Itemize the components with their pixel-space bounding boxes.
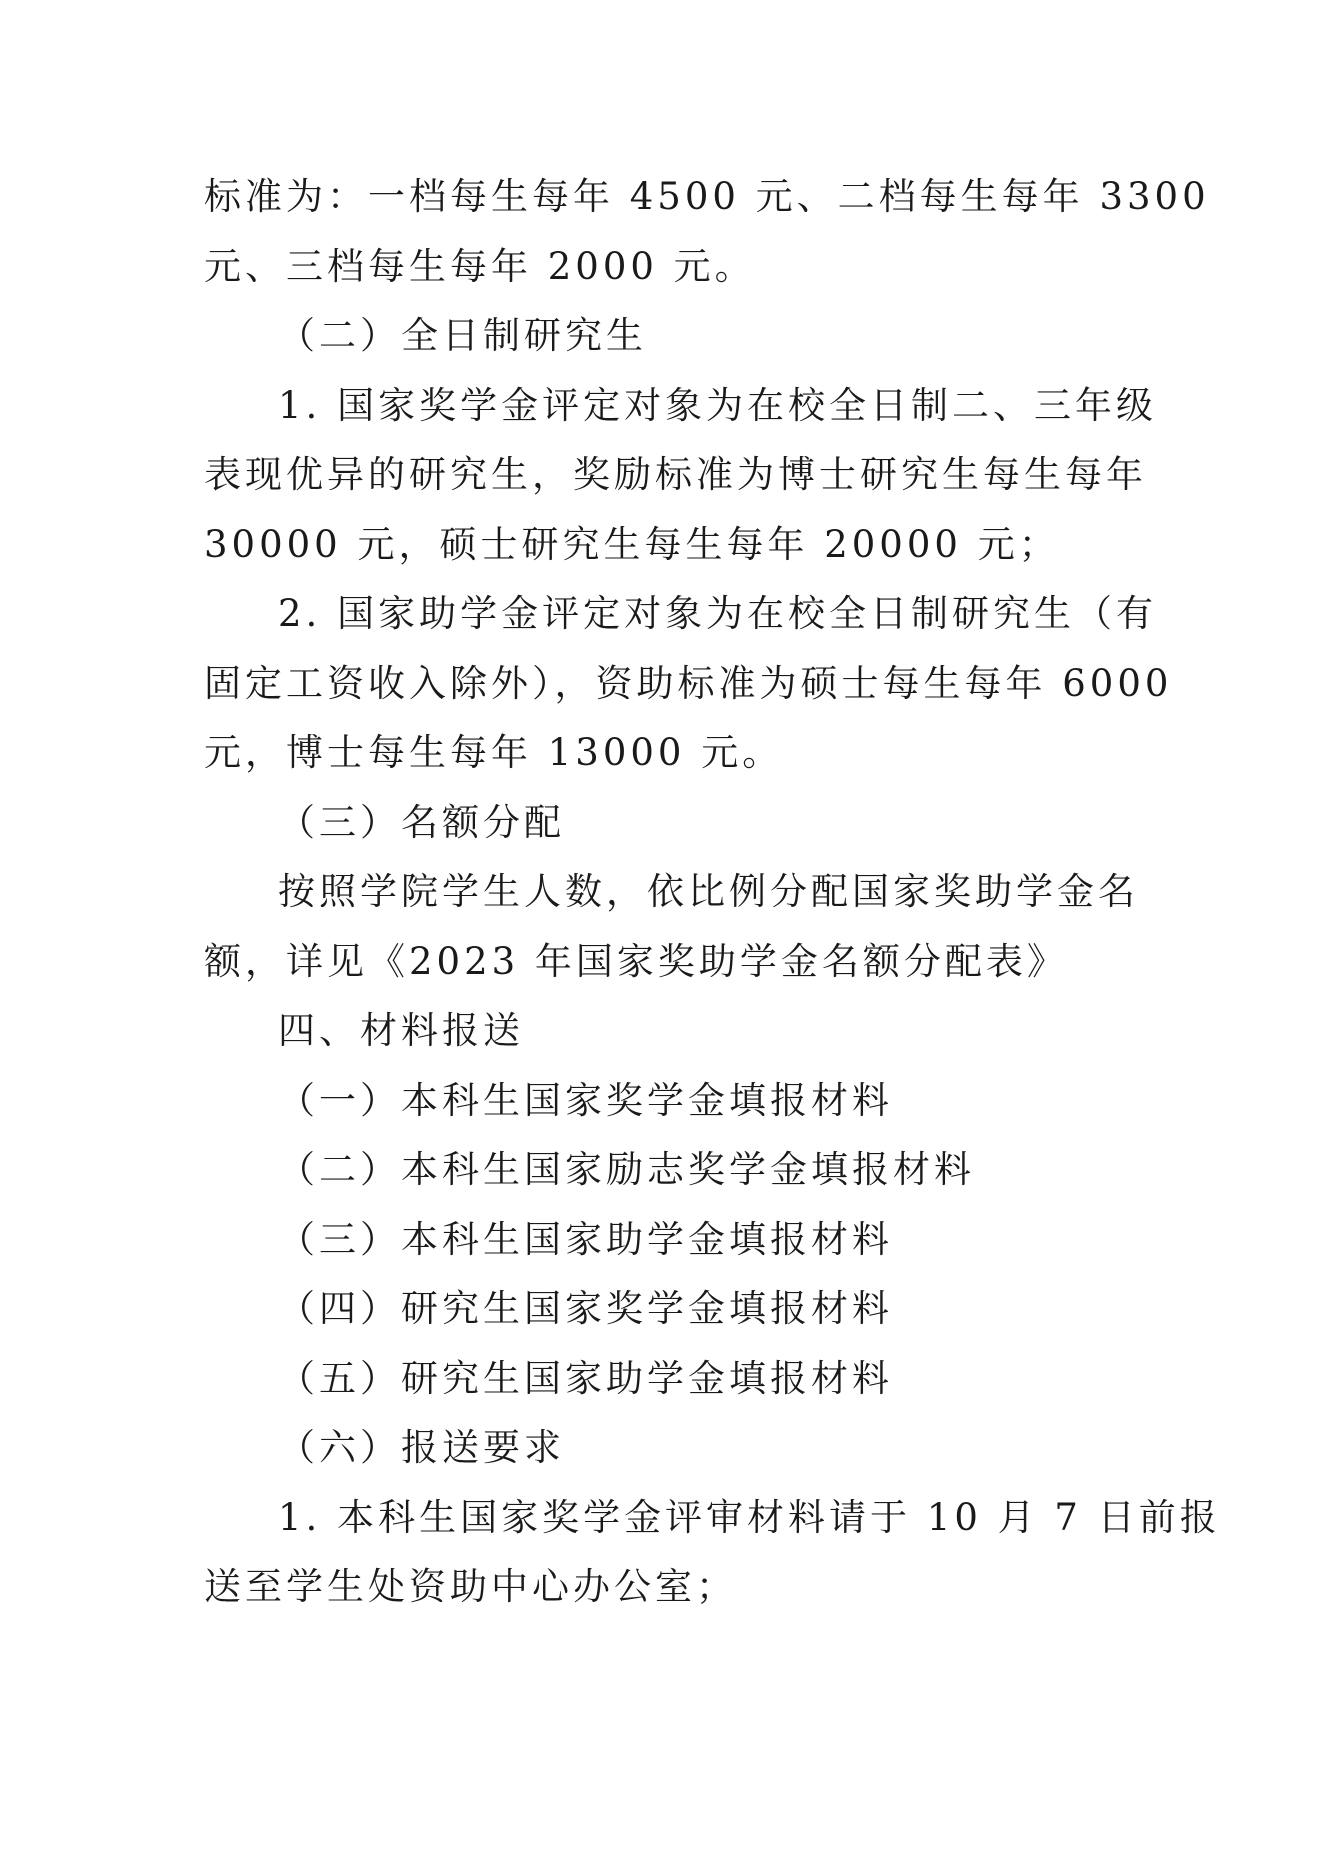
text-line: 1. 本科生国家奖学金评审材料请于 10 月 7 日前报 — [278, 1495, 1221, 1539]
text-line: 按照学院学生人数，依比例分配国家奖助学金名 — [278, 870, 1139, 913]
text-line: 元，博士每生每年 13000 元。 — [204, 731, 784, 774]
text-line: 标准为：一档每生每年 4500 元、二档每生每年 3300 — [204, 175, 1210, 218]
text-line: 30000 元，硕士研究生每生每年 20000 元； — [204, 522, 1060, 566]
text-line: 额，详见《2023 年国家奖助学金名额分配表》 — [204, 939, 1068, 983]
text-line: 固定工资收入除外），资助标准为硕士每生每年 6000 — [204, 661, 1173, 705]
text-line: （六）报送要求 — [278, 1426, 565, 1469]
text-line: 元、三档每生每年 2000 元。 — [204, 244, 756, 288]
text-line: 表现优异的研究生，奖励标准为博士研究生每生每年 — [204, 453, 1147, 496]
text-line: （三）名额分配 — [278, 800, 565, 844]
text-line: （三）本科生国家助学金填报材料 — [278, 1217, 893, 1261]
text-line: 送至学生处资助中心办公室； — [204, 1565, 737, 1608]
text-line: （四）研究生国家奖学金填报材料 — [278, 1287, 893, 1330]
text-line: （一）本科生国家奖学金填报材料 — [278, 1078, 893, 1122]
text-line: （五）研究生国家助学金填报材料 — [278, 1356, 893, 1400]
text-line: 1. 国家奖学金评定对象为在校全日制二、三年级 — [278, 383, 1158, 427]
text-line: 四、材料报送 — [278, 1009, 524, 1052]
text-line: （二）全日制研究生 — [278, 314, 647, 357]
text-line: 2. 国家助学金评定对象为在校全日制研究生（有 — [278, 592, 1158, 635]
document-body — [204, 162, 1221, 1622]
text-line: （二）本科生国家励志奖学金填报材料 — [278, 1148, 975, 1191]
